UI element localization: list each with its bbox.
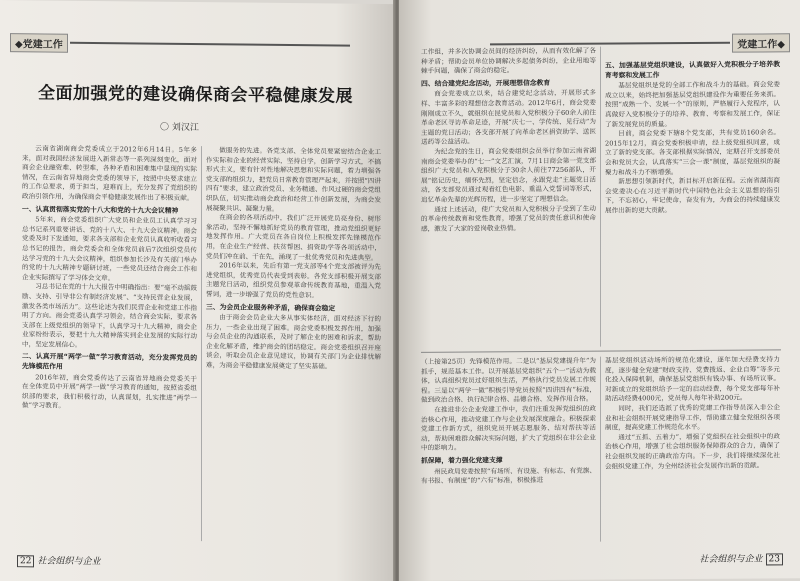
page-number: 23 — [766, 553, 783, 565]
paragraph: 目前，商会党委下辖8个党支部，共有党员160余名。2015年12月，商会党委积极申请，经上级党组织同意，成立了新的党支部。各支部根据实际情况，定期召开支部委员会和党员大会，认真落实“三会一课”制度，基层党组织的凝聚力和战斗力不断增强。 — [605, 128, 780, 177]
paragraph: 在商会的各项活动中，我们广泛开展党员亮身份、树形象活动，坚持不懈地抓好党员的教育管理，推动党组织更好地发挥作用。广大党员在各自岗位上积极发挥先锋模范作用，在企业生产经营、扶贫帮困、捐资助学等各项活动中，党员们冲在前、干在先，涌现了一批优秀党员和先进典型。 — [206, 213, 381, 262]
paragraph: 同时，我们还选派了优秀的党建工作指导员深入非公企业和社会组织开展党建指导工作，帮助建立健全党组织各项制度，提高党建工作规范化水平。 — [605, 403, 780, 432]
paragraph: （上接第25页）先锋模范作用。二是以“基层党建提升年”为抓手，规范基本工作。以开展基层党组织“五个一”活动为载体，认真组织党员过好组织生活，严格执行党员发展工作规程。三是以“两学一做”积极引导党员按照“四讲四有”标准，做到政治合格、执行纪律合格、品德合格、发挥作用合格。 — [421, 356, 596, 405]
paragraph: 新思想引领新时代，新目标开启新征程。云南省湖南商会党委决心在习近平新时代中国特色社会主义思想的指引下，不忘初心，牢记使命，奋发有为，为商会的持续健康发展作出新的更大贡献。 — [605, 176, 780, 215]
section-heading: 一、认真贯彻落实党的十八大和党的十九大会议精神 — [22, 204, 179, 215]
header-rule — [490, 42, 730, 46]
paragraph: 基层党组织活动场所的规范化建设，逐年加大经费支持力度，逐步健全党建“财政支持、党费拨返、企业自筹”等多元化投入保障机制，确保基层党组织有钱办事、有场所议事。对新成立的党组织给予一定的启动经费，每个党支部每年补助活动经费4000元，党员每人每年补助200元。 — [605, 355, 780, 403]
paragraph: 商会党委成立以来，结合建党纪念活动，开展形式多样、丰富多彩的理想信念教育活动。2012年6月，商会党委刚刚成立不久，就组织在昆党员和入党积极分子60余人前往革命老区寻访革命足迹，开展“庆七一、学传统、见行动”为主题的党日活动；各支部开展了向革命老区捐资助学、送医送药等公益活动。 — [421, 88, 596, 147]
page-number: 22 — [17, 555, 34, 567]
article-author: 〇 刘汉江 — [160, 122, 199, 134]
section-tag: ◆党建工作 — [10, 33, 68, 53]
article-title: 全面加强党的建设确保商会平稳健康发展 — [38, 83, 353, 107]
column-divider — [600, 357, 601, 542]
paragraph: 2016年以来，先后有第一党支部等4个党支部被评为先进党组织，优秀党员代表受到表彰。各党支部积极开展支部主题党日活动，组织党员参观革命传统教育基地，重温入党誓词，进一步增强了党员的党性意识。 — [206, 261, 381, 300]
paragraph: 5年来，商会党委组织广大党员和企业员工认真学习习总书记系列重要讲话、党的十八大、十九大会议精神。商会党委及时下发通知，要求各支部和企业党员认真收听收看习总书记的报告，商会党委会和全体党员前后7次组织党员传达学习党的十九大会议精神，组织参加长沙及有关部门举办的党的十九大精神专题研讨班，一些党员还结合商会工作和企业实际撰写了学习体会文章。 — [22, 215, 197, 282]
left-folio — [14, 553, 100, 567]
magazine-name: 社会组织与企业 — [37, 556, 101, 568]
section-heading: 三、为会员企业服务种矛盾，确保商会稳定 — [206, 302, 336, 313]
column-divider — [600, 47, 601, 347]
header-rule — [70, 42, 350, 47]
left-column-2 — [206, 146, 381, 548]
paragraph: 在推进非公企业党建工作中，我们注重发挥党组织的政治核心作用，推动党建工作与企业发展深度融合。积极探索党建工作新方式，组织党员开展志愿服务、结对帮扶等活动，帮助困难群众解决实际问题，扩大了党组织在非公企业中的影响力。 — [421, 404, 596, 453]
left-section-header — [10, 32, 350, 56]
left-column-1 — [22, 144, 197, 546]
right-column-1 — [421, 47, 596, 348]
paragraph: 基层党组织是党的全部工作和战斗力的基础。商会党委成立以来，始终把加强基层党组织建设作为重要任务来抓。按照“成熟一个、发展一个”的原则，严格履行入党程序，认真做好入党积极分子的培养、教育、考察和发展工作，保证了新发展党员的质量。 — [605, 80, 780, 129]
right-folio — [700, 551, 786, 565]
left-page — [0, 0, 395, 581]
right-column-3 — [421, 357, 596, 548]
column-divider — [201, 146, 202, 541]
right-column-2 — [605, 57, 780, 346]
magazine-name: 社会组织与企业 — [699, 554, 763, 565]
paragraph: 习总书记在党的十九大报告中明确指出：要“毫不动摇鼓励、支持、引导非公有制经济发展”、“支持民营企业发展，激发各类市场活力”。这些论述为我们民营企业和党建工作指明了方向。商会党委认真学习领会，结合商会实际，要求各支部在上级党组织的领导下，认真学习十九大精神，商会企业家纷纷表示，要把十九大精神落实到企业发展的实际行动中，坚定发展信心。 — [22, 282, 197, 349]
paragraph: 由于商会会员企业大多从事实体经济，面对经济下行的压力，一些企业出现了困难。商会党委积极发挥作用，加强与会员企业的沟通联系，及时了解企业的困难和诉求，帮助企业化解矛盾，维护商会的团结稳定。商会党委组织召开座谈会，听取会员企业意见建议，协调有关部门为企业排忧解难，为商会平稳健康发展奠定了坚实基础。 — [206, 313, 381, 371]
right-page — [399, 0, 800, 581]
paragraph: 为纪念党的生日，商会党委组织会员举行参加云南省湖南商会党委举办的“七一”文艺汇演，7月1日商会第一党支部组织广大党员和入党积极分子30余人前往77256部队，开展“铭记历史，缅怀先烈，坚定信念，永跟党走”主题党日活动，各支部党员通过观看红色电影、重温入党誓词等形式，追忆革命先辈的光辉历程，进一步坚定了理想信念。 — [421, 146, 596, 204]
paragraph: 云南省湖南商会党委成立于2012年6月14日。5年多来，面对我国经济发展进入新常态等一系列深刻变化，面对商会企业融资难、转型难，各种矛盾和困难集中显现的实际情况，在云南省异地商会党委的领导下，按照中央要求建立的工作总要求，勇于担当，迎难而上，充分发挥了党组织的政治引领作用，为确保商会平稳健康发展作出了积极贡献。 — [22, 144, 197, 202]
section-heading: 抓保障，着力强化党建支撑 — [421, 456, 503, 465]
paragraph: 2016年初，商会党委传达了云南省异地商会党委关于在全体党员中开展“两学一做”学习教育的通知，按照省委组织部的要求，我们积极行动，认真谋划，扎实推进“两学一做”学习教育。 — [22, 373, 197, 411]
article-separator — [421, 349, 781, 353]
paragraph: 通过上述活动，使广大党员和入党积极分子受到了生动的革命传统教育和党性教育，增强了党员的责任意识和使命感，激发了大家的爱岗敬业热情。 — [421, 204, 596, 233]
section-heading: 五、加强基层党组织建设，认真做好入党积极分子培养教育考察和发展工作 — [605, 60, 780, 80]
paragraph: 工作组，并多次协调会员间的经济纠纷，从而有效化解了各种矛盾；帮助会员单位协调解决多起债务纠纷，企业用地等棘手问题，确保了商会的稳定。 — [421, 46, 596, 76]
right-column-4 — [605, 355, 780, 546]
section-heading: 二、认真开展“两学一做”学习教育活动，充分发挥党员的先锋模范作用 — [22, 352, 197, 371]
section-tag: 党建工作◆ — [732, 33, 790, 52]
paragraph: 做服务的先进。各党支部、全体党员要紧密结合企业工作实际和企业的经营实际，坚持自学，创新学习方式，不搞形式主义，要有针对性地解决思想和实际问题，着力增强各党支部的组织力，把党员日常教育管理严起来，并按照“四讲四有”要求，建立政治党员、业务精通、作风过硬的商会党组织队伍，切实推动商会政治和经营工作创新发展，为商会发展凝聚共识、凝聚力量。 — [206, 146, 381, 213]
paragraph: 州民政局党委按照“有场所、有设施、有标志、有党旗、有书报、有制度”的“六有”标准，积极推进 — [421, 466, 596, 485]
paragraph: 通过“五抓、五着力”，增强了党组织在社会组织中的政治核心作用，增强了社会组织服务保障群众的合力，确保了社会组织发展的正确政治方向。下一步，我们将继续深化社会组织党建工作，为全州经济社会发展作出新的贡献。 — [605, 432, 780, 471]
section-heading: 四、结合建党纪念活动，开展理想信念教育 — [421, 78, 551, 88]
